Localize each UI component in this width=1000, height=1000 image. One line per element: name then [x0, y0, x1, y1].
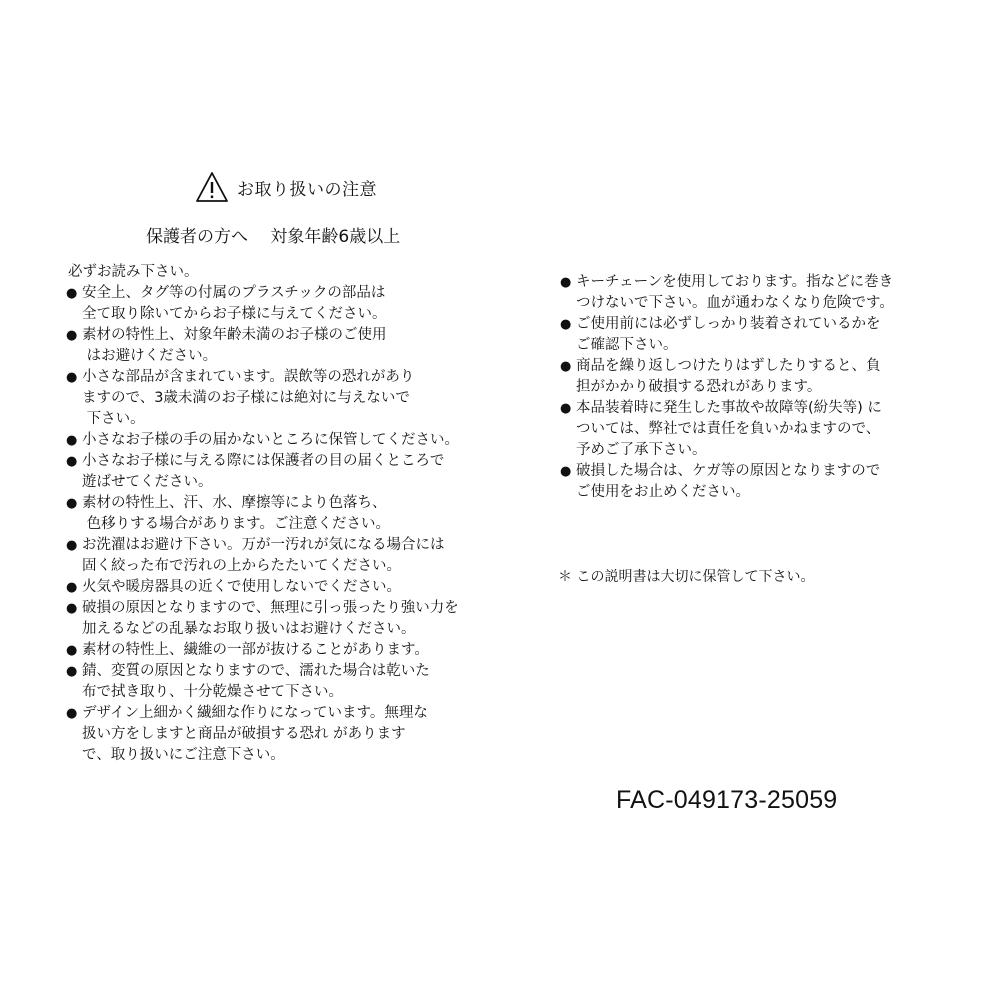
item-line: 扱い方をしますと商品が破損する恐れ があります: [82, 726, 406, 742]
product-code: FAC-049173-25059: [616, 786, 838, 814]
list-item: [66, 493, 486, 535]
item-text: [82, 661, 430, 703]
page-subtitle: 保護者の方へ 対象年齢6歳以上: [146, 227, 401, 247]
item-line: つけないで下さい。血が通わなくなり危険です。: [576, 295, 894, 311]
item-line: デザイン上細かく繊細な作りになっています。無理な: [82, 705, 428, 721]
warning-triangle-icon: [195, 171, 229, 203]
left-items-list: [66, 283, 486, 766]
list-item: [66, 640, 486, 661]
page-title: お取り扱いの注意: [237, 179, 377, 200]
item-line: 加えるなどの乱暴なお取り扱いはお避けください。: [82, 621, 416, 637]
list-item: [560, 398, 940, 461]
list-item: [560, 356, 940, 398]
item-text: [82, 535, 445, 577]
list-item: [66, 325, 486, 367]
item-line: 火気や暖房器具の近くで使用しないでください。: [82, 579, 401, 595]
bullet-icon: ●: [66, 643, 78, 658]
list-item: [66, 577, 486, 598]
item-line: 全て取り除いてからお子様に与えてください。: [82, 306, 387, 322]
item-line: で、取り扱いにご注意下さい。: [82, 747, 285, 763]
bullet-icon: ●: [560, 401, 572, 416]
bullet-icon: ●: [66, 433, 78, 448]
item-line: 遊ばせてください。: [82, 474, 213, 490]
item-line: 破損の原因となりますので、無理に引っ張ったり強い力を: [82, 600, 459, 616]
list-item: [66, 661, 486, 703]
list-item: [66, 535, 486, 577]
item-text: [82, 451, 444, 493]
item-line: 下さい。: [82, 411, 145, 427]
item-line: 小さなお子様の手の届かないところに保管してください。: [82, 432, 459, 448]
bullet-icon: ●: [66, 328, 78, 343]
storage-note: ＊ この説明書は大切に保管して下さい。: [558, 569, 815, 585]
bullet-icon: ●: [66, 664, 78, 679]
item-text: [82, 598, 459, 640]
list-item: [66, 703, 486, 766]
bullet-icon: ●: [66, 370, 78, 385]
item-line: 担がかかり破損する恐れがあります。: [576, 379, 822, 395]
item-line: 安全上、タグ等の付属のプラスチックの部品は: [82, 285, 386, 301]
item-line: 本品装着時に発生した事故や故障等(紛失等) に: [576, 400, 882, 416]
item-line: ご使用前には必ずしっかり装着されているかを: [576, 316, 881, 332]
item-text: [576, 272, 894, 314]
item-line: はお避けください。: [82, 348, 218, 364]
item-line: 素材の特性上、汗、水、摩擦等により色落ち、: [82, 495, 387, 511]
item-line: 素材の特性上、繊維の一部が抜けることがあります。: [82, 642, 429, 658]
list-item: [560, 314, 940, 356]
item-line: 布で拭き取り、十分乾燥させて下さい。: [82, 684, 343, 700]
item-line: ご使用をお止めください。: [576, 484, 750, 500]
bullet-icon: ●: [66, 601, 78, 616]
item-text: [576, 461, 880, 503]
list-item: [560, 272, 940, 314]
item-line: 素材の特性上、対象年齢未満のお子様のご使用: [82, 327, 387, 343]
bullet-icon: ●: [66, 538, 78, 553]
item-text: [82, 577, 401, 598]
item-line: お洗濯はお避け下さい。万が一汚れが気になる場合には: [82, 537, 445, 553]
list-item: [66, 430, 486, 451]
intro-text: 必ずお読み下さい。: [68, 264, 199, 280]
item-text: [82, 493, 390, 535]
bullet-icon: ●: [66, 706, 78, 721]
item-line: 破損した場合は、ケガ等の原因となりますので: [576, 463, 881, 479]
item-line: 固く絞った布で汚れの上からたたいてください。: [82, 558, 401, 574]
item-line: ご確認下さい。: [576, 337, 678, 353]
item-text: [82, 703, 428, 766]
item-line: 錆、変質の原因となりますので、濡れた場合は乾いた: [82, 663, 430, 679]
bullet-icon: ●: [66, 580, 78, 595]
title-row: [195, 170, 377, 204]
bullet-icon: ●: [560, 464, 572, 479]
bullet-icon: ●: [560, 359, 572, 374]
left-column: [66, 262, 486, 766]
item-line: 小さなお子様に与える際には保護者の目の届くところで: [82, 453, 445, 469]
item-text: [576, 314, 881, 356]
item-line: キーチェーンを使用しております。指などに巻き: [576, 274, 894, 290]
list-item: [66, 451, 486, 493]
item-text: [82, 283, 387, 325]
list-item: [66, 367, 486, 430]
item-text: [576, 356, 881, 398]
item-line: 商品を繰り返しつけたりはずしたりすると、負: [576, 358, 881, 374]
list-item: [66, 598, 486, 640]
item-text: [82, 325, 387, 367]
item-line: 予めご了承下さい。: [576, 442, 707, 458]
bullet-icon: ●: [66, 454, 78, 469]
item-text: [82, 367, 414, 430]
item-line: ついては、弊社では責任を負いかねますので、: [576, 421, 881, 437]
item-line: 色移りする場合があります。ご注意ください。: [82, 516, 390, 532]
item-text: [576, 398, 882, 461]
bullet-icon: ●: [66, 286, 78, 301]
right-column: [560, 272, 940, 503]
bullet-icon: ●: [66, 496, 78, 511]
list-item: [560, 461, 940, 503]
bullet-icon: ●: [560, 317, 572, 332]
list-item: [66, 283, 486, 325]
item-line: ますので、3歳未満のお子様には絶対に与えないで: [82, 390, 410, 406]
bullet-icon: ●: [560, 275, 572, 290]
item-text: [82, 430, 459, 451]
item-line: 小さな部品が含まれています。誤飲等の恐れがあり: [82, 369, 415, 385]
item-text: [82, 640, 429, 661]
right-items-list: [560, 272, 940, 503]
